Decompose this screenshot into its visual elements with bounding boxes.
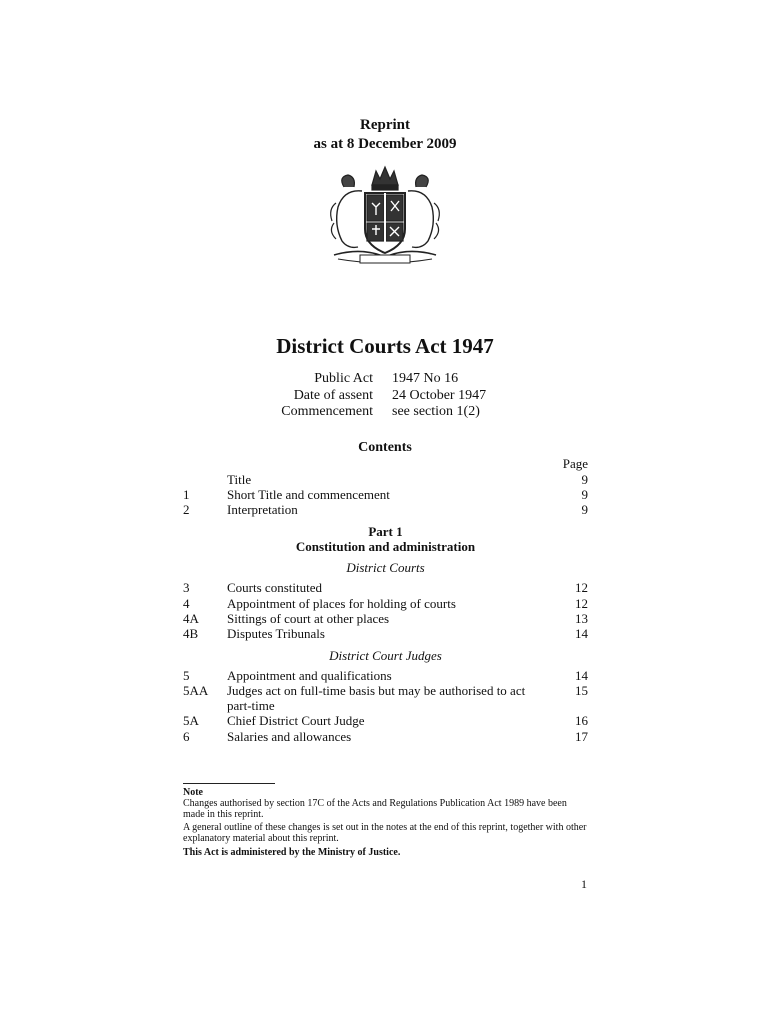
meta-key: Public Act: [314, 371, 373, 386]
reprint-date: as at 8 December 2009: [313, 136, 457, 152]
toc-text: Appointment and qualifications: [227, 668, 392, 683]
reprint-label: Reprint: [360, 117, 410, 133]
toc-entry[interactable]: [183, 713, 588, 729]
contents-heading: Contents: [358, 440, 412, 455]
note-block: [183, 787, 588, 858]
toc-entry[interactable]: [183, 668, 588, 684]
toc-text: Appointment of places for holding of courts: [227, 596, 456, 611]
table-of-contents: [183, 456, 588, 756]
meta-row-commencement: [250, 404, 486, 421]
coat-of-arms-icon: [322, 163, 448, 271]
toc-text: Salaries and allowances: [227, 729, 352, 744]
toc-entry[interactable]: [183, 611, 588, 627]
toc-page: 14: [575, 626, 588, 641]
reprint-header: [0, 116, 770, 154]
note-text-1: Changes authorised by section 17C of the Acts and Regulations Publication Act 1989 have been made in this reprint.: [183, 798, 567, 820]
toc-page: 9: [581, 487, 588, 502]
meta-row-public-act: [250, 371, 486, 388]
toc-number: 6: [183, 729, 190, 744]
toc-number: 4: [183, 596, 190, 611]
toc-page: 15: [575, 683, 588, 698]
act-title: District Courts Act 1947: [276, 334, 494, 358]
toc-number: 2: [183, 502, 190, 517]
act-metadata: [250, 371, 486, 421]
meta-key: Commencement: [281, 404, 373, 419]
note-text-2: A general outline of these changes is set out in the notes at the end of this reprint, together with other explanatory material about this reprint.: [183, 822, 587, 844]
part-label: Part 1: [368, 524, 403, 539]
meta-value: 24 October 1947: [392, 387, 487, 403]
toc-text: Short Title and commencement: [227, 487, 390, 502]
administering-ministry: This Act is administered by the Ministry of Justice.: [183, 847, 401, 858]
part-heading: [183, 524, 588, 554]
section-group-heading: District Courts: [346, 560, 425, 575]
toc-entry[interactable]: [183, 580, 588, 596]
toc-text: Chief District Court Judge: [227, 713, 365, 728]
toc-page: 12: [575, 580, 588, 595]
meta-row-date-of-assent: [250, 388, 486, 405]
toc-number: 4A: [183, 611, 199, 626]
toc-entry[interactable]: [183, 596, 588, 612]
toc-number: 5AA: [183, 683, 209, 698]
toc-page: 16: [575, 713, 588, 728]
toc-text: Interpretation: [227, 502, 298, 517]
toc-text: Courts constituted: [227, 580, 322, 595]
toc-number: 5A: [183, 713, 199, 728]
toc-entry[interactable]: [183, 502, 588, 518]
note-heading: Note: [183, 787, 203, 798]
toc-page: 13: [575, 611, 588, 626]
toc-text: Sittings of court at other places: [227, 611, 390, 626]
toc-entry[interactable]: [183, 472, 588, 488]
page-label: Page: [562, 456, 588, 471]
toc-entry[interactable]: [183, 487, 588, 503]
toc-text: Judges act on full-time basis but may be authorised to act part-time: [227, 683, 526, 713]
meta-value: 1947 No 16: [392, 371, 459, 386]
note-divider: [183, 783, 275, 784]
toc-text: Disputes Tribunals: [227, 626, 325, 641]
meta-key: Date of assent: [293, 387, 373, 403]
meta-value: see section 1(2): [392, 404, 480, 419]
toc-page: 9: [581, 502, 588, 517]
toc-number: 3: [183, 580, 190, 595]
toc-entry[interactable]: [183, 683, 588, 714]
page-number: 1: [581, 877, 587, 891]
toc-entry[interactable]: [183, 626, 588, 642]
toc-entry[interactable]: [183, 729, 588, 745]
toc-page: 12: [575, 596, 588, 611]
toc-number: 1: [183, 487, 190, 502]
page-column-header: [183, 456, 588, 472]
toc-text: Title: [227, 472, 252, 487]
toc-page: 17: [575, 729, 588, 744]
toc-page: 9: [581, 472, 588, 487]
toc-number: 4B: [183, 626, 199, 641]
toc-page: 14: [575, 668, 588, 683]
section-group-heading: District Court Judges: [329, 648, 442, 663]
toc-number: 5: [183, 668, 190, 683]
part-title: Constitution and administration: [295, 539, 476, 554]
